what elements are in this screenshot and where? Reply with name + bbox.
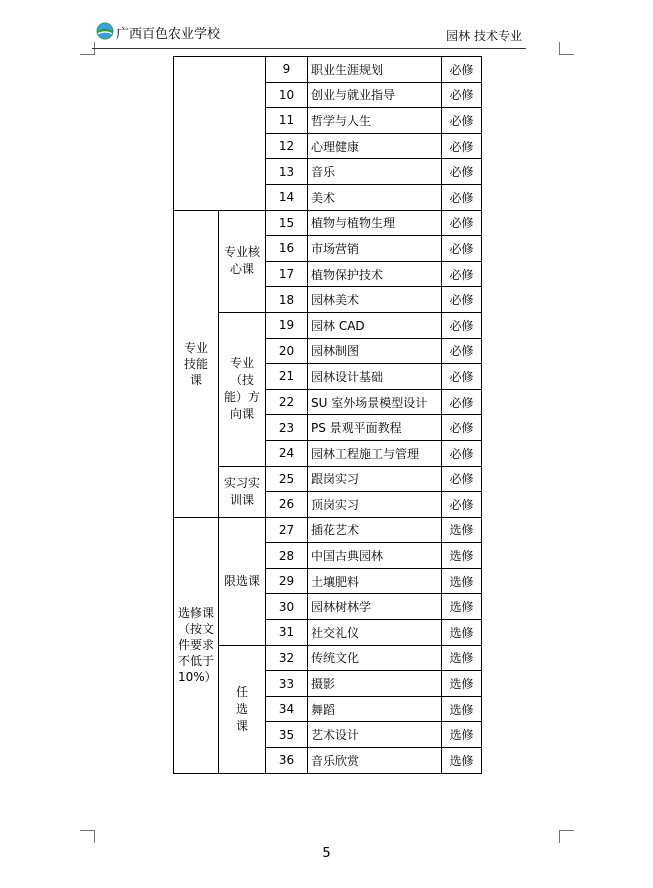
major-name: 园林 技术专业 (446, 29, 522, 43)
page-header (92, 22, 526, 49)
subcategory-direction-label: 专业（技能）方向课 (223, 356, 260, 422)
course-number: 34 (266, 696, 308, 722)
course-number: 17 (266, 261, 308, 287)
course-type: 必修 (442, 440, 482, 466)
course-number: 13 (266, 159, 308, 185)
course-type: 选修 (442, 543, 482, 569)
course-name: 音乐欣赏 (308, 748, 442, 774)
course-name: 土壤肥料 (308, 568, 442, 594)
course-type: 选修 (442, 620, 482, 646)
course-name: 音乐 (308, 159, 442, 185)
course-type: 必修 (442, 415, 482, 441)
course-number: 27 (266, 517, 308, 543)
course-number: 16 (266, 236, 308, 262)
course-type: 必修 (442, 82, 482, 108)
subcategory-core-label: 专业核心课 (223, 245, 260, 277)
subcategory-limited (219, 517, 266, 645)
course-name: SU 室外场景模型设计 (308, 389, 442, 415)
category-elective-label: 选修课（按文件要求不低于10%） (178, 606, 217, 685)
course-name: 市场营销 (308, 236, 442, 262)
course-number: 19 (266, 312, 308, 338)
course-name: 园林设计基础 (308, 364, 442, 390)
course-name: 园林 CAD (308, 312, 442, 338)
course-type: 必修 (442, 108, 482, 134)
course-type: 选修 (442, 594, 482, 620)
course-name: 园林制图 (308, 338, 442, 364)
course-number: 21 (266, 364, 308, 390)
blank-category-cell (174, 57, 266, 211)
subcategory-limited-label: 限选课 (223, 573, 260, 588)
course-type: 必修 (442, 364, 482, 390)
course-type: 必修 (442, 184, 482, 210)
school-name: 广西百色农业学校 (116, 27, 221, 42)
table-row (174, 645, 482, 671)
course-type: 必修 (442, 466, 482, 492)
crop-mark-top-right (559, 42, 574, 55)
course-type: 选修 (442, 645, 482, 671)
course-name: 社交礼仪 (308, 620, 442, 646)
course-name: 心理健康 (308, 133, 442, 159)
subcategory-optional-label: 任选课 (235, 684, 248, 733)
course-type: 必修 (442, 389, 482, 415)
course-name: 园林工程施工与管理 (308, 440, 442, 466)
course-name: 哲学与人生 (308, 108, 442, 134)
course-type: 必修 (442, 312, 482, 338)
course-number: 22 (266, 389, 308, 415)
course-number: 31 (266, 620, 308, 646)
course-number: 20 (266, 338, 308, 364)
table-row (174, 466, 482, 492)
table-row (174, 517, 482, 543)
course-type: 必修 (442, 236, 482, 262)
course-number: 30 (266, 594, 308, 620)
course-name: 植物保护技术 (308, 261, 442, 287)
course-number: 26 (266, 492, 308, 518)
course-type: 必修 (442, 287, 482, 313)
course-number: 15 (266, 210, 308, 236)
course-name: 园林美术 (308, 287, 442, 313)
subcategory-internship (219, 466, 266, 517)
course-number: 28 (266, 543, 308, 569)
course-type: 必修 (442, 492, 482, 518)
course-number: 33 (266, 671, 308, 697)
course-type: 选修 (442, 722, 482, 748)
course-type: 必修 (442, 210, 482, 236)
course-name: 跟岗实习 (308, 466, 442, 492)
course-number: 10 (266, 82, 308, 108)
crop-mark-bottom-right (559, 830, 574, 843)
table-row (174, 57, 482, 83)
course-type: 必修 (442, 57, 482, 83)
course-number: 35 (266, 722, 308, 748)
course-name: 美术 (308, 184, 442, 210)
course-number: 9 (266, 57, 308, 83)
course-name: 舞蹈 (308, 696, 442, 722)
course-number: 23 (266, 415, 308, 441)
curriculum-table (173, 56, 482, 774)
course-name: 艺术设计 (308, 722, 442, 748)
course-name: 顶岗实习 (308, 492, 442, 518)
course-type: 必修 (442, 338, 482, 364)
course-type: 必修 (442, 261, 482, 287)
course-type: 选修 (442, 696, 482, 722)
page-number: 5 (322, 846, 331, 861)
course-number: 32 (266, 645, 308, 671)
course-name: 传统文化 (308, 645, 442, 671)
course-name: 职业生涯规划 (308, 57, 442, 83)
course-name: 园林树林学 (308, 594, 442, 620)
course-number: 12 (266, 133, 308, 159)
course-number: 18 (266, 287, 308, 313)
category-professional-skill (174, 210, 219, 517)
course-number: 24 (266, 440, 308, 466)
course-number: 36 (266, 748, 308, 774)
course-name: 植物与植物生理 (308, 210, 442, 236)
subcategory-core (219, 210, 266, 312)
course-number: 11 (266, 108, 308, 134)
category-professional-skill-label: 专业技能课 (183, 340, 208, 387)
table-row (174, 312, 482, 338)
course-type: 必修 (442, 133, 482, 159)
course-type: 必修 (442, 159, 482, 185)
course-name: 创业与就业指导 (308, 82, 442, 108)
table-row (174, 210, 482, 236)
course-type: 选修 (442, 517, 482, 543)
course-type: 选修 (442, 671, 482, 697)
course-name: 摄影 (308, 671, 442, 697)
subcategory-direction (219, 312, 266, 466)
crop-mark-bottom-left (80, 830, 95, 843)
subcategory-internship-label: 实习实训课 (223, 475, 260, 507)
subcategory-optional (219, 645, 266, 773)
course-type: 选修 (442, 568, 482, 594)
course-name: PS 景观平面教程 (308, 415, 442, 441)
course-number: 14 (266, 184, 308, 210)
course-number: 29 (266, 568, 308, 594)
course-name: 中国古典园林 (308, 543, 442, 569)
course-name: 插花艺术 (308, 517, 442, 543)
course-number: 25 (266, 466, 308, 492)
school-logo-icon (96, 22, 114, 40)
category-elective (174, 517, 219, 773)
course-type: 选修 (442, 748, 482, 774)
